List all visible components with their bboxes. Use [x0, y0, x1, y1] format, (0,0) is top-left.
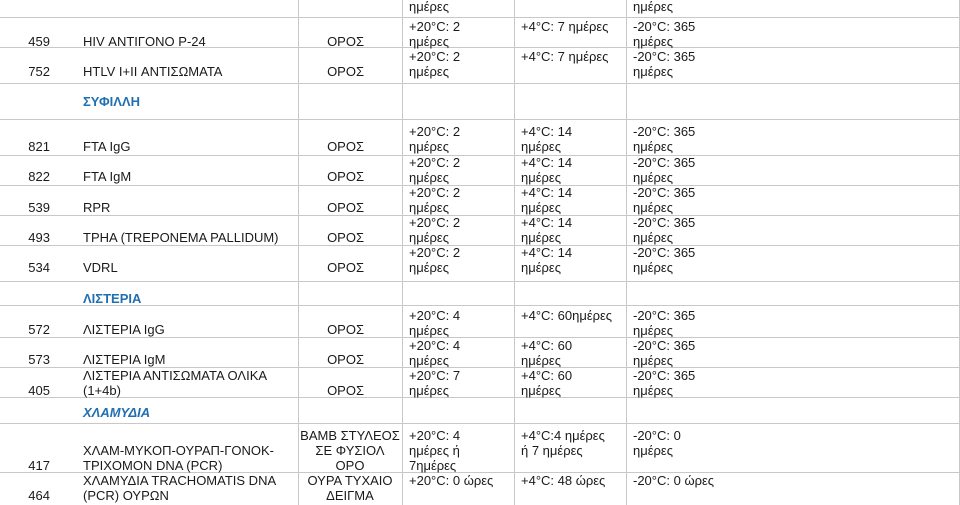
row-divider [0, 423, 960, 424]
row-divider [0, 337, 960, 338]
cell-c4: +4°C: 14 ημέρες [521, 185, 573, 215]
cell-sample: ΟΡΟΣ [327, 230, 364, 245]
row-divider [0, 185, 960, 186]
row-divider [0, 155, 960, 156]
cell-sample: ΟΡΟΣ [327, 169, 364, 184]
row-divider [0, 215, 960, 216]
cell-sample: ΟΡΟΣ [327, 139, 364, 154]
col-divider [402, 0, 403, 505]
cell-sample: ΟΥΡΑ ΤΥΧΑΙΟ ΔΕΙΓΜΑ [307, 473, 393, 503]
cell-c4: +4°C: 60 ημέρες [521, 338, 573, 368]
cell-code: 459 [28, 34, 50, 49]
row-divider [0, 245, 960, 246]
cell-code: 821 [28, 139, 50, 154]
cell-c20: +20°C: 2 ημέρες [409, 185, 461, 215]
cell-cm20: -20°C: 365 ημέρες [633, 368, 696, 398]
cell-name: HIV ΑΝΤΙΓΟΝΟ P-24 [83, 34, 206, 49]
cell-c4: +4°C: 14 ημέρες [521, 155, 573, 185]
cell-c20: +20°C: 2 ημέρες [409, 155, 461, 185]
cell-c4: +4°C: 60ημέρες [521, 308, 613, 323]
cell-name: ΧΛΑΜΥΔΙΑ TRACHOMATIS DNA (PCR) ΟΥΡΩΝ [83, 473, 277, 503]
cell-sample: ΟΡΟΣ [327, 383, 364, 398]
cell-name: FTA IgG [83, 139, 131, 154]
cell-code: 534 [28, 260, 50, 275]
cell-c20: +20°C: 4 ημέρες ή 7ημέρες [409, 428, 461, 473]
cell-cm20: -20°C: 365 ημέρες [633, 49, 696, 79]
row-divider [0, 281, 960, 282]
cell-code: 539 [28, 200, 50, 215]
cell-c20: +20°C: 4 ημέρες [409, 338, 461, 368]
cell-name: VDRL [83, 260, 118, 275]
cell-name: ΧΛΑΜ-ΜΥΚΟΠ-ΟΥΡΑΠ-ΓΟΝΟΚ- ΤΡΙΧΟΜΟΝ DNA (PCR) [83, 443, 275, 473]
section-title-listeria: ΛΙΣΤΕΡΙΑ [83, 291, 142, 306]
cell-c20: +20°C: 2 ημέρες [409, 49, 461, 79]
cell-sample: ΟΡΟΣ [327, 352, 364, 367]
cell-c4: +4°C: 7 ημέρες [521, 19, 609, 34]
cell-cm20: -20°C: 365 ημέρες [633, 19, 696, 49]
cell-name: HTLV I+II ΑΝΤΙΣΩΜΑΤΑ [83, 64, 223, 79]
cell-code: 493 [28, 230, 50, 245]
cell-c4: +4°C: 14 ημέρες [521, 245, 573, 275]
cell-name: FTA IgM [83, 169, 132, 184]
row-divider [0, 17, 960, 18]
cell-cm20: -20°C: 0 ημέρες [633, 428, 681, 458]
cell-cm20: -20°C: 365 ημέρες [633, 155, 696, 185]
cell-cm20: -20°C: 365 ημέρες [633, 215, 696, 245]
cell-cm20: -20°C: 0 ώρες [633, 473, 715, 488]
section-title-syphilis: ΣΥΦΙΛΛΗ [83, 94, 140, 109]
cell-sample: ΟΡΟΣ [327, 64, 364, 79]
cell-c20: +20°C: 0 ώρες [409, 473, 494, 488]
cell-c20: +20°C: 2 ημέρες [409, 19, 461, 49]
cell-c4: +4°C: 60 ημέρες [521, 368, 573, 398]
cell-c20: +20°C: 7 ημέρες [409, 368, 461, 398]
cell-cm20: -20°C: 365 ημέρες [633, 245, 696, 275]
cell-c20: ημέρες [409, 0, 449, 14]
cell-code: 405 [28, 383, 50, 398]
cell-code: 573 [28, 352, 50, 367]
col-divider [626, 0, 627, 505]
cell-name: TPHA (TREPONEMA PALLIDUM) [83, 230, 279, 245]
cell-c20: +20°C: 4 ημέρες [409, 308, 461, 338]
cell-c4: +4°C:4 ημέρες ή 7 ημέρες [521, 428, 605, 458]
col-divider [514, 0, 515, 505]
cell-sample: ΟΡΟΣ [327, 322, 364, 337]
cell-c20: +20°C: 2 ημέρες [409, 124, 461, 154]
cell-c4: +4°C: 14 ημέρες [521, 124, 573, 154]
cell-cm20: -20°C: 365 ημέρες [633, 338, 696, 368]
cell-name: ΛΙΣΤΕΡΙΑ ΑΝΤΙΣΩΜΑΤΑ ΟΛΙΚΑ (1+4b) [83, 368, 268, 398]
row-divider [0, 119, 960, 120]
cell-code: 572 [28, 322, 50, 337]
cell-sample: ΟΡΟΣ [327, 200, 364, 215]
cell-c4: +4°C: 14 ημέρες [521, 215, 573, 245]
cell-sample: ΟΡΟΣ [327, 34, 364, 49]
row-divider [0, 305, 960, 306]
cell-cm20: -20°C: 365 ημέρες [633, 185, 696, 215]
cell-cm20: -20°C: 365 ημέρες [633, 308, 696, 338]
cell-name: ΛΙΣΤΕΡΙΑ IgM [83, 352, 166, 367]
cell-name: ΛΙΣΤΕΡΙΑ IgG [83, 322, 165, 337]
cell-sample: ΒΑΜΒ ΣΤΥΛΕΟΣ ΣΕ ΦΥΣΙΟΛ ΟΡΟ [300, 428, 400, 473]
cell-code: 417 [28, 458, 50, 473]
cell-c20: +20°C: 2 ημέρες [409, 215, 461, 245]
cell-cm20: -20°C: 365 ημέρες [633, 124, 696, 154]
row-divider [0, 83, 960, 84]
cell-sample: ΟΡΟΣ [327, 260, 364, 275]
cell-c4: +4°C: 7 ημέρες [521, 49, 609, 64]
cell-code: 752 [28, 64, 50, 79]
cell-cm20: ημέρες [633, 0, 673, 14]
cell-c4: +4°C: 48 ώρες [521, 473, 606, 488]
cell-code: 464 [28, 488, 50, 503]
cell-c20: +20°C: 2 ημέρες [409, 245, 461, 275]
cell-code: 822 [28, 169, 50, 184]
cell-name: RPR [83, 200, 111, 215]
section-title-chlamydia: ΧΛΑΜΥΔΙΑ [83, 405, 151, 420]
